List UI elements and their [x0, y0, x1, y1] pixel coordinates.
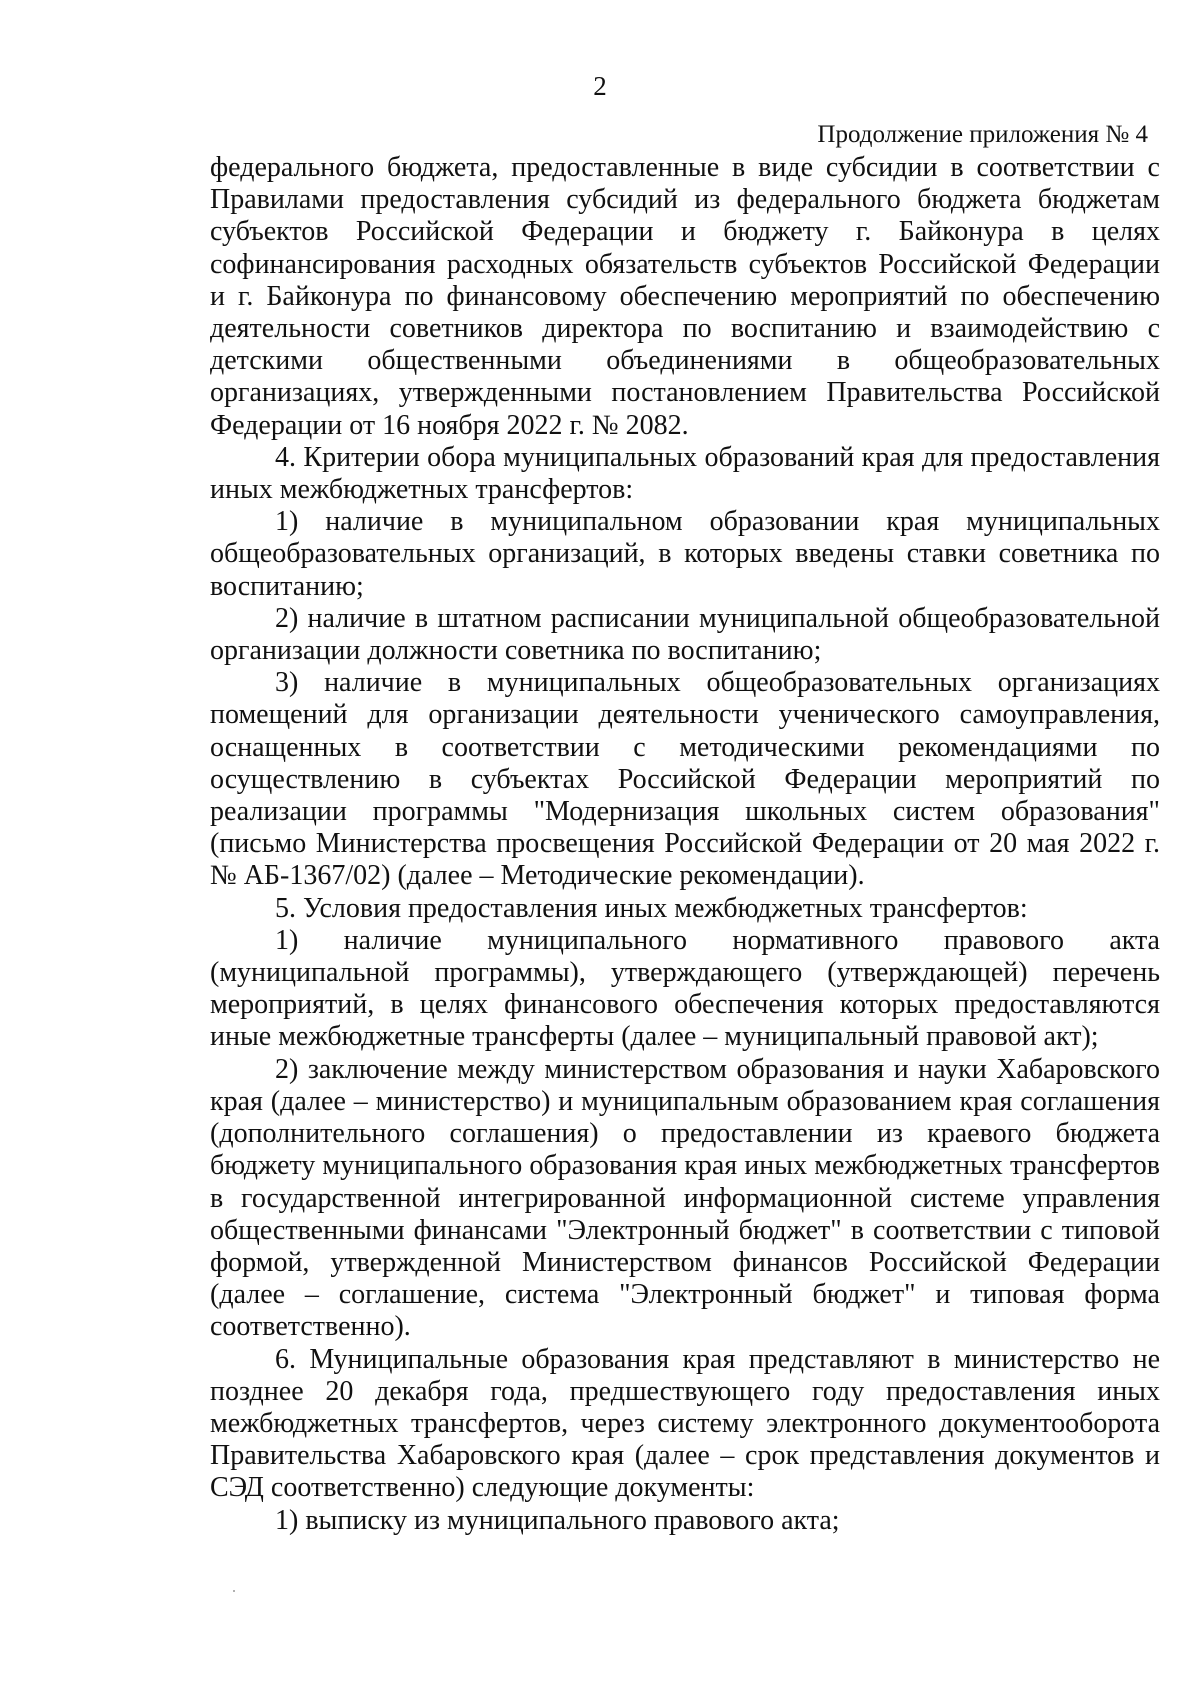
- paragraph-4-criteria: 4. Критерии обора муниципальных образований края для предоставления иных межбюджетных трансфертов:: [210, 441, 1160, 506]
- paragraph-5-conditions: 5. Условия предоставления иных межбюджетных трансфертов:: [275, 892, 1028, 924]
- paragraph-4-item-1: 1) наличие в муниципальном образовании края муниципальных общеобразовательных организаций, в которых введены ставки советника по воспитанию;: [210, 506, 1160, 602]
- appendix-continuation-header: Продолжение приложения № 4: [817, 121, 1148, 148]
- scan-speck: [233, 1590, 235, 1592]
- paragraph-6-documents: 6. Муниципальные образования края представляют в министерство не позднее 20 декабря года, предшествующего году предоставления иных межбюджетных трансфертов, через систему электронного документооборота Правительства Хабаровского края (далее – срок представления документов и СЭД соответственно) следующие документы:: [210, 1343, 1160, 1504]
- paragraph-4-item-2: 2) наличие в штатном расписании муниципальной общеобразовательной организации должности советника по воспитанию;: [210, 602, 1160, 667]
- paragraph-5-item-2: 2) заключение между министерством образования и науки Хабаровского края (далее – министерство) и муниципальным образованием края соглашения (дополнительного соглашения) о предоставлении из краевого бюджета бюджету муниципального образования края иных межбюджетных трансфертов в государственной интегрированной информационной системе управления общественными финансами "Электронный бюджет" в соответствии с типовой формой, утвержденной Министерством финансов Российской Федерации (далее – соглашение, система "Электронный бюджет" и типовая форма соответственно).: [210, 1053, 1160, 1343]
- document-body: [210, 152, 1160, 1537]
- paragraph-5-item-1: 1) наличие муниципального нормативного правового акта (муниципальной программы), утверждающего (утверждающей) перечень мероприятий, в целях финансового обеспечения которых предоставляются иные межбюджетные трансферты (далее – муниципальный правовой акт);: [210, 924, 1160, 1053]
- page-number: 2: [593, 71, 607, 101]
- paragraph-subsidy-rules: федерального бюджета, предоставленные в виде субсидии в соответствии с Правилами предоставления субсидий из федерального бюджета бюджетам субъектов Российской Федерации и бюджету г. Байконура в целях софинансирования расходных обязательств субъектов Российской Федерации и г. Байконура по финансовому обеспечению мероприятий по обеспечению деятельности советников директора по воспитанию и взаимодействию с детскими общественными объединениями в общеобразовательных организациях, утвержденными постановлением Правительства Российской Федерации от 16 ноября 2022 г. № 2082.: [210, 152, 1160, 441]
- paragraph-6-item-1: 1) выписку из муниципального правового акта;: [275, 1504, 840, 1536]
- paragraph-4-item-3: 3) наличие в муниципальных общеобразовательных организациях помещений для организации деятельности ученического самоуправления, оснащенных в соответствии с методическими рекомендациями по осуществлению в субъектах Российской Федерации мероприятий по реализации программы "Модернизация школьных систем образования" (письмо Министерства просвещения Российской Федерации от 20 мая 2022 г. № АБ-1367/02) (далее – Методические рекомендации).: [210, 667, 1160, 892]
